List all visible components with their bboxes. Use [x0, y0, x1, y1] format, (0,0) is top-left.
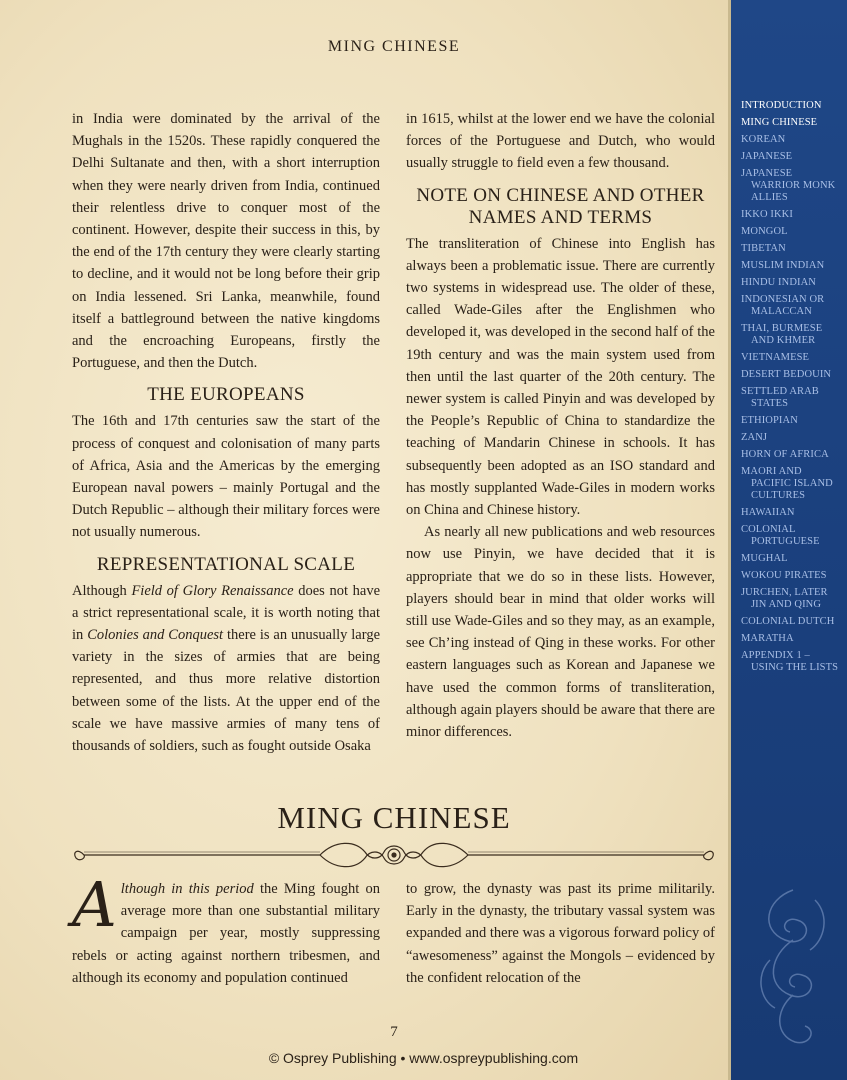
- sidebar-item-wokou-pirates[interactable]: [741, 570, 841, 582]
- text-column-4: [406, 878, 715, 989]
- sidebar-item-label: HORN OF AFRICA: [741, 449, 829, 460]
- lead-in: lthough in this period: [120, 881, 254, 897]
- sidebar-item-label-line2: AND KHMER: [751, 335, 816, 346]
- sidebar-ornament: [745, 880, 840, 1050]
- text-column-1: [72, 108, 380, 757]
- sidebar-item-label: MARATHA: [741, 633, 794, 644]
- sidebar-item-label: HAWAIIAN: [741, 507, 795, 518]
- sidebar-item-label: INDONESIAN OR: [741, 294, 825, 305]
- sidebar-item-label: APPENDIX 1 –: [741, 650, 810, 661]
- drop-cap: A: [72, 868, 117, 941]
- sidebar-item-label-line2: JIN AND QING: [751, 599, 822, 610]
- paragraph: The 16th and 17th centuries saw the start of the process of conquest and colonisation of many parts of Africa, Asia and the Americas by the emerging European naval powers – mainly Portugal and the Dutch Republic – although their military forces were not usually numerous.: [72, 413, 380, 541]
- sidebar-item-ming-chinese[interactable]: [741, 117, 841, 129]
- paragraph: in India were dominated by the arrival of the Mughals in the 1520s. These rapidly conquered the Delhi Sultanate and then, with a short interruption when they were nearly driven from India, continued their relentless drive to conquer most of the continent. However, despite their success in this, by the end of the 17th century they were clearly starting to decline, and it would not be long before their grip on India lessened. Sri Lanka, meanwhile, found itself a battleground between the native kingdoms and the encroaching Europeans, firstly the Portuguese, and then the Dutch.: [72, 111, 380, 372]
- sidebar-item-label: ZANJ: [741, 432, 768, 443]
- sidebar-item-colonial-portuguese[interactable]: [741, 524, 841, 548]
- sidebar-nav-list: [741, 100, 841, 679]
- sidebar-item-label: COLONIAL DUTCH: [741, 616, 835, 627]
- sidebar-item-label: MAORI AND: [741, 466, 802, 477]
- sidebar-item-label: COLONIAL: [741, 524, 796, 535]
- sidebar-item-jurchen-later-jin-and-qing[interactable]: [741, 587, 841, 611]
- sidebar-item-label-line2: PORTUGUESE: [751, 536, 820, 547]
- paragraph: Although in this period the Ming fought on average more than one substantial military campaign per year, mostly suppressing rebels or acting against northern tribesmen, and although its economy and population continued: [72, 868, 380, 986]
- book-title: Colonies and Conquest: [87, 627, 224, 644]
- sidebar-item-label: ETHIOPIAN: [741, 415, 798, 426]
- running-head: MING CHINESE: [327, 38, 461, 55]
- sidebar-item-korean[interactable]: [741, 134, 841, 146]
- sidebar-item-settled-arab-states[interactable]: [741, 386, 841, 410]
- sidebar-item-hawaiian[interactable]: [741, 507, 841, 519]
- text-column-3: [72, 868, 380, 989]
- text-column-2: [406, 108, 715, 743]
- sidebar-item-label: MUSLIM INDIAN: [741, 260, 825, 271]
- heading-representational-scale: REPRESENTATIONAL SCALE: [96, 553, 356, 575]
- paragraph: to grow, the dynasty was past its prime militarily. Early in the dynasty, the tributary vassal system was expanded and there was a vigorous forward policy of “awesomeness” against the Mongols – evidenced by the confident relocation of the: [406, 881, 715, 986]
- sidebar-item-label: INTRODUCTION: [741, 100, 822, 111]
- sidebar-item-introduction[interactable]: [741, 100, 841, 112]
- footer-copyright: © Osprey Publishing • www.ospreypublishing.com: [268, 1050, 579, 1066]
- book-title: Field of Glory Renaissance: [131, 582, 294, 599]
- paragraph: As nearly all new publications and web resources now use Pinyin, we have decided that it is appropriate that we do so in these lists. However, players should bear in mind that older works will still use Wade-Giles and so they may, as an example, see Ch’ing instead of Qing in these works. For other eastern languages such as Korean and Japanese we have used the common forms of transliteration, although again players should be aware that there are minor differences.: [406, 524, 715, 741]
- sidebar-item-label-line2: MALACCAN: [751, 306, 812, 317]
- sidebar-item-label: DESERT BEDOUIN: [741, 369, 832, 380]
- sidebar-item-label: WOKOU PIRATES: [741, 570, 827, 581]
- sidebar-item-hindu-indian[interactable]: [741, 277, 841, 289]
- sidebar-item-label-line2: PACIFIC ISLAND CULTURES: [751, 478, 833, 501]
- sidebar-item-label-line2: USING THE LISTS: [751, 662, 839, 673]
- sidebar-item-vietnamese[interactable]: [741, 352, 841, 364]
- sidebar-item-label-line2: WARRIOR MONK ALLIES: [751, 180, 836, 203]
- sidebar-item-muslim-indian[interactable]: [741, 260, 841, 272]
- paragraph: Although Field of Glory Renaissance does not have a strict representational scale, it is worth noting that in Colonies and Conquest there is an unusually large variety in the sizes of armies that are being represented, and thus more relative distortion between some of the lists. At the upper end of the scale we have massive armies of many tens of thousands of soldiers, such as fought outside Osaka: [72, 582, 381, 755]
- page-number: 7: [390, 1024, 398, 1040]
- sidebar-item-label: JURCHEN, LATER: [741, 587, 828, 598]
- sidebar-item-horn-of-africa[interactable]: [741, 449, 841, 461]
- sidebar-item-appendix-1-using-the-lists[interactable]: [741, 650, 841, 674]
- sidebar-item-label: MING CHINESE: [741, 117, 818, 128]
- sidebar-item-maratha[interactable]: [741, 633, 841, 645]
- paragraph: The transliteration of Chinese into English has always been a problematic issue. There are currently two systems in widespread use. The older of these, called Wade-Giles after the Englishmen who developed it, was developed in the second half of the 19th century and was the main system used from then until the last quarter of the 20th century. The newer system is called Pinyin and was developed by the People’s Republic of China to standardize the teaching of Mandarin Chinese in schools. It has subsequently been adopted as an ISO standard and has mostly supplanted Wade-Giles in modern works on China and Chinese history.: [406, 235, 715, 519]
- sidebar-item-tibetan[interactable]: [741, 243, 841, 255]
- sidebar-item-zanj[interactable]: [741, 432, 841, 444]
- sidebar-item-mughal[interactable]: [741, 553, 841, 565]
- sidebar-item-label: IKKO IKKI: [741, 209, 793, 220]
- sidebar-item-label: VIETNAMESE: [741, 352, 810, 363]
- sidebar-item-label: TIBETAN: [741, 243, 786, 254]
- sidebar-item-indonesian-or-malaccan[interactable]: [741, 294, 841, 318]
- sidebar-item-label: HINDU INDIAN: [741, 277, 816, 288]
- sidebar-item-thai-burmese-and-khmer[interactable]: [741, 323, 841, 347]
- heading-note-on-names: NOTE ON CHINESE AND OTHER NAMES AND TERMS: [416, 184, 705, 228]
- sidebar-item-ethiopian[interactable]: [741, 415, 841, 427]
- sidebar-item-ikko-ikki[interactable]: [741, 209, 841, 221]
- sidebar-item-label: THAI, BURMESE: [741, 323, 823, 334]
- paragraph: in 1615, whilst at the lower end we have the colonial forces of the Portuguese and Dutch, who would usually struggle to field even a few thousand.: [406, 111, 715, 172]
- sidebar-item-mongol[interactable]: [741, 226, 841, 238]
- sidebar-item-label: MUGHAL: [741, 553, 788, 564]
- sidebar-item-desert-bedouin[interactable]: [741, 369, 841, 381]
- sidebar-item-label: SETTLED ARAB: [741, 386, 819, 397]
- sidebar-item-label-line2: STATES: [751, 398, 789, 409]
- ornamental-divider: [70, 838, 718, 872]
- sidebar-item-colonial-dutch[interactable]: [741, 616, 841, 628]
- sidebar-item-label: JAPANESE: [741, 151, 793, 162]
- heading-europeans: THE EUROPEANS: [147, 384, 305, 406]
- sidebar-item-label: JAPANESE: [741, 168, 793, 179]
- sidebar-item-maori-and-pacific-island-cultures[interactable]: [741, 466, 841, 502]
- section-title: MING CHINESE: [277, 800, 511, 835]
- sidebar-item-label: KOREAN: [741, 134, 786, 145]
- sidebar-item-japanese[interactable]: [741, 151, 841, 163]
- sidebar-item-japanese-warrior-monk-allies[interactable]: [741, 168, 841, 204]
- sidebar-item-label: MONGOL: [741, 226, 788, 237]
